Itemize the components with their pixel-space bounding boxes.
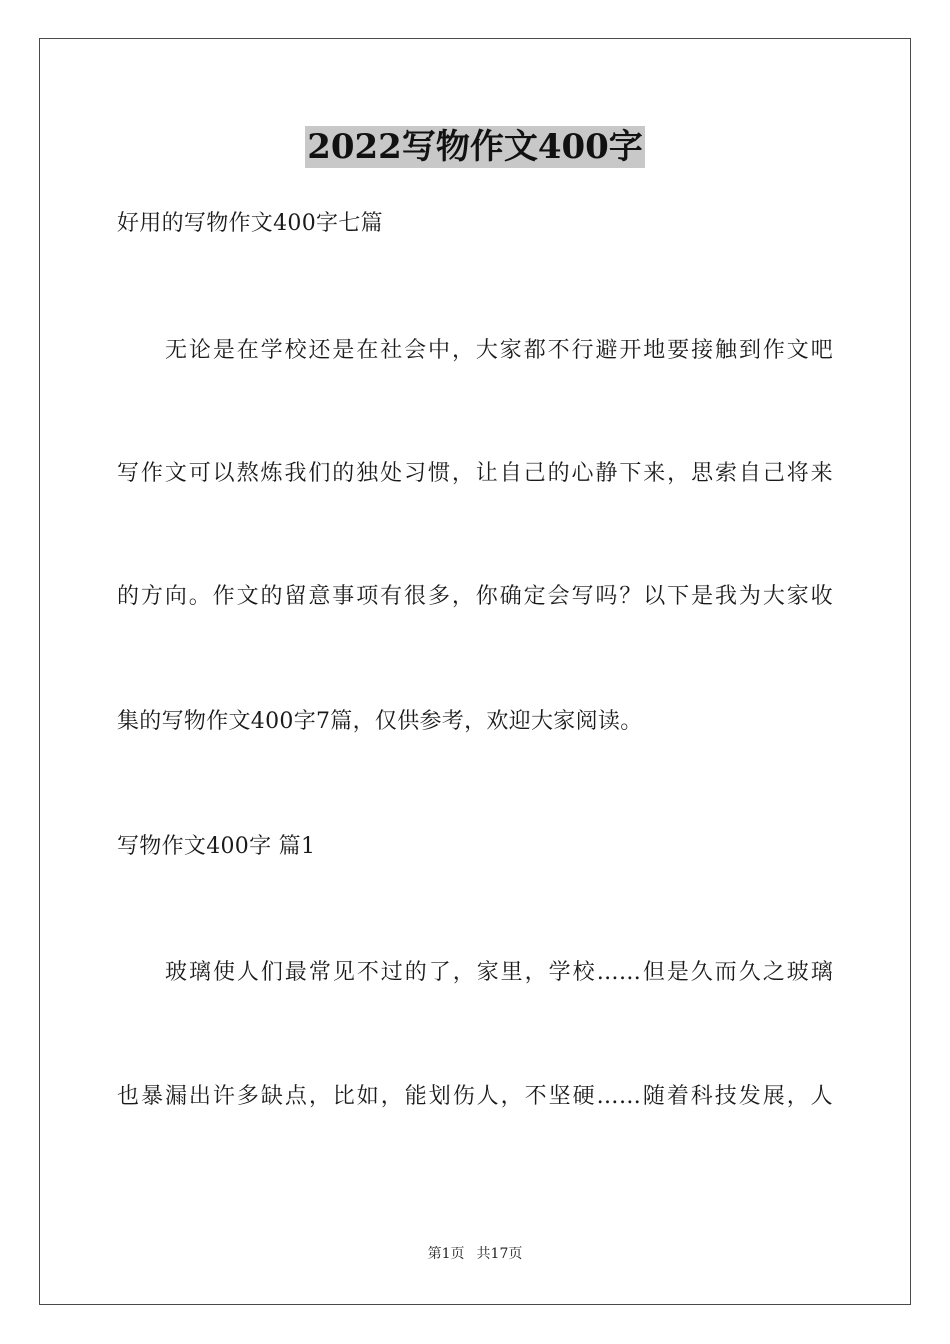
page-total: 共17页 [476,1246,523,1262]
page-footer [0,1245,950,1263]
title-container [0,126,950,168]
page-number: 第1页 [427,1246,465,1262]
paragraph-line: 也暴漏出许多缺点，比如，能划伤人，不坚硬……随着科技发展，人 [117,1084,833,1109]
paragraph-line: 写作文可以熬炼我们的独处习惯，让自己的心静下来，思索自己将来 [117,461,833,486]
paragraph-line: 无论是在学校还是在社会中，大家都不行避开地要接触到作文吧 [165,338,833,363]
paragraph-line: 集的写物作文400字7篇，仅供参考，欢迎大家阅读。 [117,709,643,734]
paragraph-line: 的方向。作文的留意事项有很多，你确定会写吗？以下是我为大家收 [117,584,833,609]
section-heading: 写物作文400字 篇1 [117,834,316,859]
document-title: 2022写物作文400字 [307,127,643,167]
paragraph-line: 玻璃使人们最常见不过的了，家里，学校……但是久而久之玻璃 [165,960,833,985]
document-subtitle: 好用的写物作文400字七篇 [117,211,383,236]
